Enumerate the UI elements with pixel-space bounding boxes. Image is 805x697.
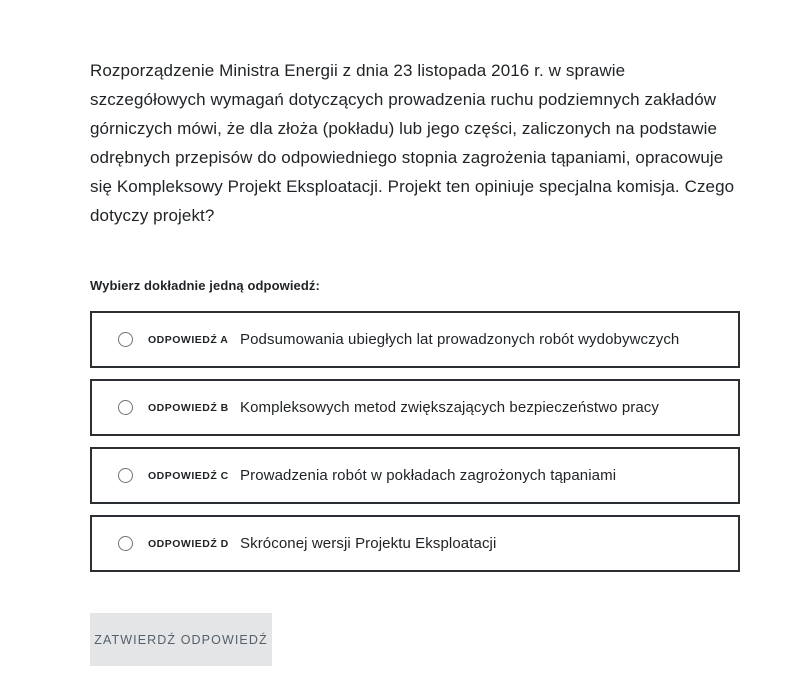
- answer-option-b[interactable]: [90, 379, 740, 436]
- answer-text-d: Skróconej wersji Projektu Eksploatacji: [240, 534, 497, 552]
- submit-row: [90, 613, 740, 666]
- radio-icon-b[interactable]: [118, 400, 133, 415]
- answer-option-c[interactable]: [90, 447, 740, 504]
- question-text: Rozporządzenie Ministra Energii z dnia 23 listopada 2016 r. w sprawie szczegółowych wymagań dotyczących prowadzenia ruchu podziemnych zakładów górniczych mówi, że dla złoża (pokładu) lub jego części, zaliczonych na podstawie odrębnych przepisów do odpowiedniego stopnia zagrożenia tąpaniami, opracowuje się Kompleksowy Projekt Eksploatacji. Projekt ten opiniuje specjalna komisja. Czego dotyczy projekt?: [90, 61, 735, 225]
- answer-letter-d: ODPOWIEDŹ D: [148, 537, 229, 550]
- submit-answer-button[interactable]: ZATWIERDŹ ODPOWIEDŹ: [90, 613, 272, 666]
- answer-options-list: [90, 311, 740, 572]
- radio-icon-c[interactable]: [118, 468, 133, 483]
- quiz-content: [90, 0, 740, 666]
- answer-text-c: Prowadzenia robót w pokładach zagrożonych tąpaniami: [240, 466, 617, 484]
- answer-option-d[interactable]: [90, 515, 740, 572]
- answer-text-b: Kompleksowych metod zwiększających bezpieczeństwo pracy: [240, 398, 660, 416]
- answer-option-a[interactable]: [90, 311, 740, 368]
- radio-icon-a[interactable]: [118, 332, 133, 347]
- answer-text-a: Podsumowania ubiegłych lat prowadzonych robót wydobywczych: [240, 330, 680, 348]
- answer-letter-a: ODPOWIEDŹ A: [148, 333, 229, 346]
- answer-letter-c: ODPOWIEDŹ C: [148, 469, 229, 482]
- radio-icon-d[interactable]: [118, 536, 133, 551]
- answer-instruction: Wybierz dokładnie jedną odpowiedź:: [90, 278, 320, 293]
- answer-letter-b: ODPOWIEDŹ B: [148, 401, 229, 414]
